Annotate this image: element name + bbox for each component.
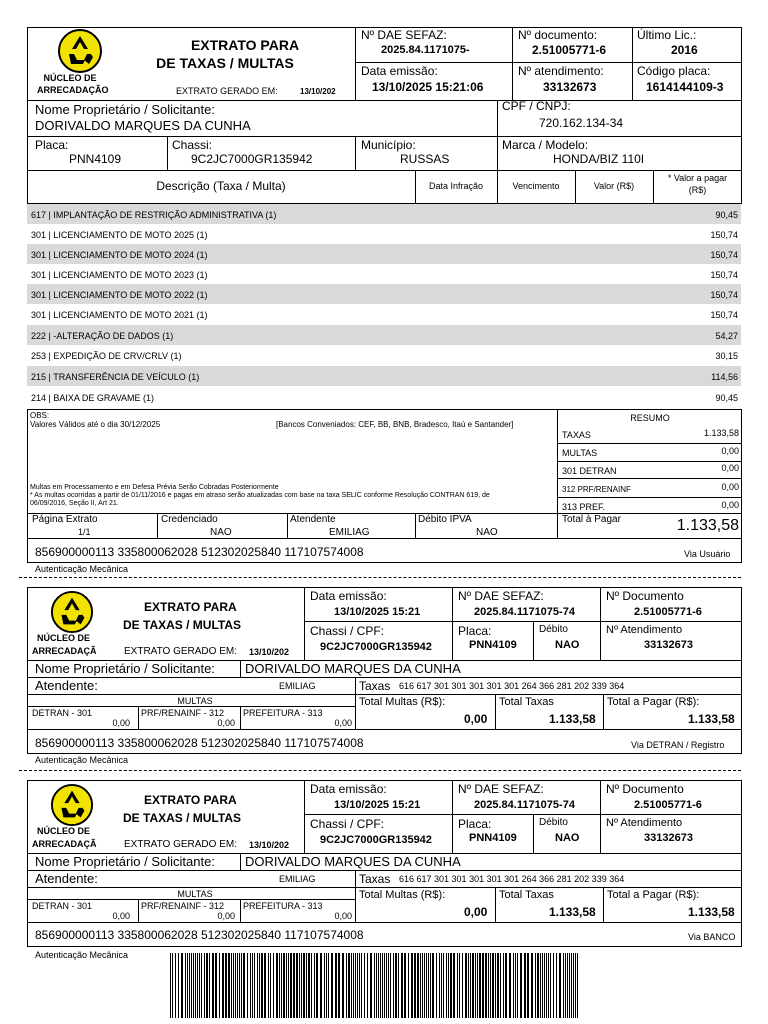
data-emissao-label: Data emissão: (361, 64, 438, 78)
stub2-atendente-value: EMILIAG (279, 874, 316, 884)
resumo-multas-value: 0,00 (721, 446, 739, 456)
stub2-detran-value: 0,00 (112, 911, 130, 921)
table-row: 301 | LICENCIAMENTO DE MOTO 2023 (1) 150,74 (31, 270, 738, 280)
extrato-gerado-value: 13/10/202 (300, 87, 336, 96)
stub2-total-pagar-value: 1.133,58 (688, 905, 735, 919)
resumo-pref-value: 0,00 (721, 500, 739, 510)
stub1-total-pagar-value: 1.133,58 (688, 712, 735, 726)
stub2-doc-value: 2.51005771-6 (634, 799, 702, 811)
credenciado-value: NAO (210, 527, 232, 538)
stub2-total-taxas-label: Total Taxas (499, 889, 554, 901)
recycle-logo-icon (50, 590, 94, 634)
stub2-atend-label: Nº Atendimento (606, 817, 683, 829)
obs-validity: Valores Válidos até o dia 30/12/2025 (30, 420, 161, 429)
barcode-line: 856900000113 335800062028 512302025840 117107574008 (35, 545, 364, 559)
stub1-total-taxas-label: Total Taxas (499, 696, 554, 708)
stub1-title-2: DE TAXAS / MULTAS (123, 618, 241, 632)
ipva-value: NAO (476, 527, 498, 538)
cpf-value: 720.162.134-34 (539, 116, 624, 130)
marca-value: HONDA/BIZ 110I (553, 152, 645, 166)
stub1-chassi-label: Chassi / CPF: (310, 624, 385, 638)
stub2-barcode-line: 856900000113 335800062028 512302025840 117107574008 (35, 928, 364, 942)
table-row: 253 | EXPEDIÇÃO DE CRV/CRLV (1) 30,15 (31, 351, 738, 361)
chassi-label: Chassi: (172, 138, 213, 152)
via-detran: Via DETRAN / Registro (631, 740, 725, 750)
stub1-placa-value: PNN4109 (469, 639, 517, 651)
owner-value: DORIVALDO MARQUES DA CUNHA (35, 118, 251, 133)
stub2-multas-title: MULTAS (177, 889, 213, 899)
stub2-atendente-label: Atendente: (35, 871, 98, 886)
via-usuario: Via Usuário (684, 549, 731, 559)
stub1-placa-label: Placa: (458, 624, 492, 638)
table-row: 301 | LICENCIAMENTO DE MOTO 2022 (1) 150,74 (27, 284, 741, 304)
stub1-chassi-value: 9C2JC7000GR135942 (320, 641, 432, 653)
col-desc: Descrição (Taxa / Multa) (156, 179, 286, 193)
col-valor: Valor (R$) (593, 181, 635, 191)
municipio-label: Município: (361, 138, 416, 152)
stub2-taxas-codes: 616 617 301 301 301 301 301 264 366 281 202 339 364 (399, 874, 625, 884)
extrato-gerado-label: EXTRATO GERADO EM: (176, 86, 278, 96)
resumo-prf-value: 0,00 (721, 482, 739, 492)
stub2-dae-value: 2025.84.1171075-74 (474, 799, 575, 811)
stub2-detran-label: DETRAN - 301 (32, 901, 93, 911)
stub2-owner-label: Nome Proprietário / Solicitante: (35, 854, 215, 869)
pagina-label: Página Extrato (32, 514, 98, 525)
stub1-barcode-line: 856900000113 335800062028 512302025840 117107574008 (35, 736, 364, 750)
stub1-debito-value: NAO (555, 639, 580, 651)
stub1-emissao-label: Data emissão: (310, 589, 387, 603)
stub1-dae-label: Nº DAE SEFAZ: (458, 589, 544, 603)
stub2-title-2: DE TAXAS / MULTAS (123, 811, 241, 825)
resumo-taxas-label: TAXAS (562, 430, 591, 440)
stub2-dae-label: Nº DAE SEFAZ: (458, 782, 544, 796)
documento-value: 2.51005771-6 (532, 43, 607, 57)
stub1-owner-label: Nome Proprietário / Solicitante: (35, 661, 215, 676)
stub1-owner-value: DORIVALDO MARQUES DA CUNHA (245, 661, 461, 676)
stub1-pref-value: 0,00 (334, 718, 352, 728)
table-row: 301 | LICENCIAMENTO DE MOTO 2021 (1) 150,74 (31, 310, 738, 320)
ultimo-lic-value: 2016 (671, 43, 698, 57)
atendimento-value: 33132673 (543, 80, 597, 94)
stub1-detran-label: DETRAN - 301 (32, 708, 93, 718)
table-row: 214 | BAIXA DE GRAVAME (1) 90,45 (31, 393, 738, 403)
table-row: 301 | LICENCIAMENTO DE MOTO 2025 (1) 150,74 (31, 230, 738, 240)
barcode-image (170, 953, 580, 1018)
obs-label: OBS: (30, 411, 50, 420)
logo-caption-2: ARRECADAÇÃ (32, 646, 97, 656)
atendimento-label: Nº atendimento: (518, 64, 604, 78)
stub2-taxas-label: Taxas (359, 872, 391, 886)
stub1-atendente-value: EMILIAG (279, 681, 316, 691)
stub2-prf-value: 0,00 (217, 911, 235, 921)
placa-label: Placa: (35, 138, 69, 152)
cpf-label: CPF / CNPJ: (502, 99, 571, 113)
stub1-atend-value: 33132673 (644, 639, 693, 651)
marca-label: Marca / Modelo: (502, 138, 589, 152)
obs-note-1: Multas em Processamento e em Defesa Prévia Serão Cobradas Posteriormente (30, 484, 279, 491)
recycle-logo-icon (57, 28, 103, 74)
logo-caption-2: ARRECADAÇÃ (32, 839, 97, 849)
atendente-label: Atendente (290, 514, 336, 525)
data-emissao-value: 13/10/2025 15:21:06 (372, 80, 484, 94)
col-valor-pagar-1: * Valor a pagar (667, 173, 728, 183)
stub1-gerado-value: 13/10/202 (249, 647, 290, 657)
stub2-gerado-label: EXTRATO GERADO EM: (124, 839, 237, 850)
stub1-prf-label: PRF/RENAINF - 312 (141, 708, 225, 718)
atendente-value: EMILIAG (329, 527, 370, 538)
stub2-debito-label: Débito (539, 817, 568, 828)
recycle-logo-icon (50, 783, 94, 827)
stub1-multas-title: MULTAS (177, 696, 213, 706)
obs-note-2: * As multas ocorridas a partir de 01/11/2016 e pagas em atraso serão atualizadas com base na taxa SELIC conforme Resolução CONTRAN 619, de (30, 492, 490, 499)
stub2-placa-value: PNN4109 (469, 832, 517, 844)
table-row: 215 | TRANSFERÊNCIA DE VEÍCULO (1) 114,56 (27, 366, 741, 386)
resumo-multas-label: MULTAS (562, 448, 598, 458)
stub2-gerado-value: 13/10/202 (249, 840, 290, 850)
stub1-pref-label: PREFEITURA - 313 (243, 708, 323, 718)
stub1-total-multas-label: Total Multas (R$): (359, 696, 446, 708)
dae-value: 2025.84.1171075- (381, 44, 470, 56)
documento-label: Nº documento: (518, 28, 598, 42)
stub1-atendente-label: Atendente: (35, 678, 98, 693)
municipio-value: RUSSAS (400, 152, 450, 166)
pagina-value: 1/1 (78, 527, 91, 537)
stub1-debito-label: Débito (539, 624, 568, 635)
stub1-total-multas-value: 0,00 (464, 712, 488, 726)
stub1-taxas-label: Taxas (359, 679, 391, 693)
resumo-taxas-value: 1.133,58 (703, 428, 739, 438)
resumo-title: RESUMO (630, 413, 670, 423)
resumo-detran-value: 0,00 (721, 463, 739, 473)
stub1-detran-value: 0,00 (112, 718, 130, 728)
col-valor-pagar-2: (R$) (688, 185, 707, 195)
via-banco: Via BANCO (688, 932, 736, 942)
stub2-atend-value: 33132673 (644, 832, 693, 844)
stub1-total-taxas-value: 1.133,58 (549, 712, 596, 726)
resumo-detran-label: 301 DETRAN (562, 466, 617, 476)
logo-caption-1: NÚCLEO DE (43, 73, 97, 83)
stub2-prf-label: PRF/RENAINF - 312 (141, 901, 225, 911)
table-row: 301 | LICENCIAMENTO DE MOTO 2024 (1) 150,74 (27, 244, 741, 264)
resumo-pref-label: 313 PREF. (562, 502, 606, 512)
stub2-total-multas-value: 0,00 (464, 905, 488, 919)
stub2-total-pagar-label: Total a Pagar (R$): (607, 889, 700, 901)
stub1-atend-label: Nº Atendimento (606, 624, 683, 636)
stub1-gerado-label: EXTRATO GERADO EM: (124, 646, 237, 657)
title-line-2: DE TAXAS / MULTAS (156, 55, 294, 71)
col-vencimento: Vencimento (512, 181, 560, 191)
codigo-placa-label: Código placa: (637, 64, 711, 78)
logo-caption-1: NÚCLEO DE (37, 633, 91, 643)
owner-label: Nome Proprietário / Solicitante: (35, 102, 215, 117)
stub2-placa-label: Placa: (458, 817, 492, 831)
stub1-doc-label: Nº Documento (606, 589, 684, 603)
stub1-doc-value: 2.51005771-6 (634, 606, 702, 618)
ipva-label: Débito IPVA (418, 514, 472, 525)
codigo-placa-value: 1614144109-3 (646, 80, 724, 94)
stub2-debito-value: NAO (555, 832, 580, 844)
obs-banks: [Bancos Conveniados: CEF, BB, BNB, Bradesco, Itaú e Santander] (276, 420, 514, 429)
stub1-title-1: EXTRATO PARA (144, 600, 237, 614)
total-pagar-value: 1.133,58 (676, 517, 739, 534)
table-row: 617 | IMPLANTAÇÃO DE RESTRIÇÃO ADMINISTRATIVA (1) 90,45 (27, 204, 741, 224)
title-line-1: EXTRATO PARA (190, 37, 300, 53)
stub1-prf-value: 0,00 (217, 718, 235, 728)
resumo-prf-label: 312 PRF/RENAINF (562, 485, 631, 494)
ultimo-lic-label: Último Lic.: (637, 28, 697, 42)
table-row: 222 | -ALTERAÇÃO DE DADOS (1) 54,27 (27, 325, 741, 345)
stub1-total-pagar-label: Total a Pagar (R$): (607, 696, 700, 708)
logo-caption-2: ARRECADAÇÃO (37, 85, 109, 95)
stub2-total-taxas-value: 1.133,58 (549, 905, 596, 919)
stub2-total-multas-label: Total Multas (R$): (359, 889, 446, 901)
stub2-pref-label: PREFEITURA - 313 (243, 901, 323, 911)
chassi-value: 9C2JC7000GR135942 (191, 152, 313, 166)
total-pagar-label: Total à Pagar (562, 514, 621, 525)
autenticacao-1: Autenticação Mecânica (35, 564, 129, 574)
stub2-title-1: EXTRATO PARA (144, 793, 237, 807)
autenticacao-3: Autenticação Mecânica (35, 950, 129, 960)
autenticacao-2: Autenticação Mecânica (35, 755, 129, 765)
stub2-owner-value: DORIVALDO MARQUES DA CUNHA (245, 854, 461, 869)
stub2-emissao-label: Data emissão: (310, 782, 387, 796)
col-data-infracao: Data Infração (428, 181, 484, 191)
credenciado-label: Credenciado (161, 514, 218, 525)
placa-value: PNN4109 (69, 152, 122, 166)
dae-label: Nº DAE SEFAZ: (361, 28, 447, 42)
stub2-chassi-value: 9C2JC7000GR135942 (320, 834, 432, 846)
stub2-doc-label: Nº Documento (606, 782, 684, 796)
stub1-dae-value: 2025.84.1171075-74 (474, 606, 575, 618)
stub2-chassi-label: Chassi / CPF: (310, 817, 385, 831)
stub2-pref-value: 0,00 (334, 911, 352, 921)
obs-note-3: 06/09/2016, Seção II, Art 21. (30, 500, 119, 507)
stub1-emissao-value: 13/10/2025 15:21 (334, 606, 421, 618)
stub1-taxas-codes: 616 617 301 301 301 301 301 264 366 281 202 339 364 (399, 681, 625, 691)
stub2-emissao-value: 13/10/2025 15:21 (334, 799, 421, 811)
logo-caption-1: NÚCLEO DE (37, 826, 91, 836)
